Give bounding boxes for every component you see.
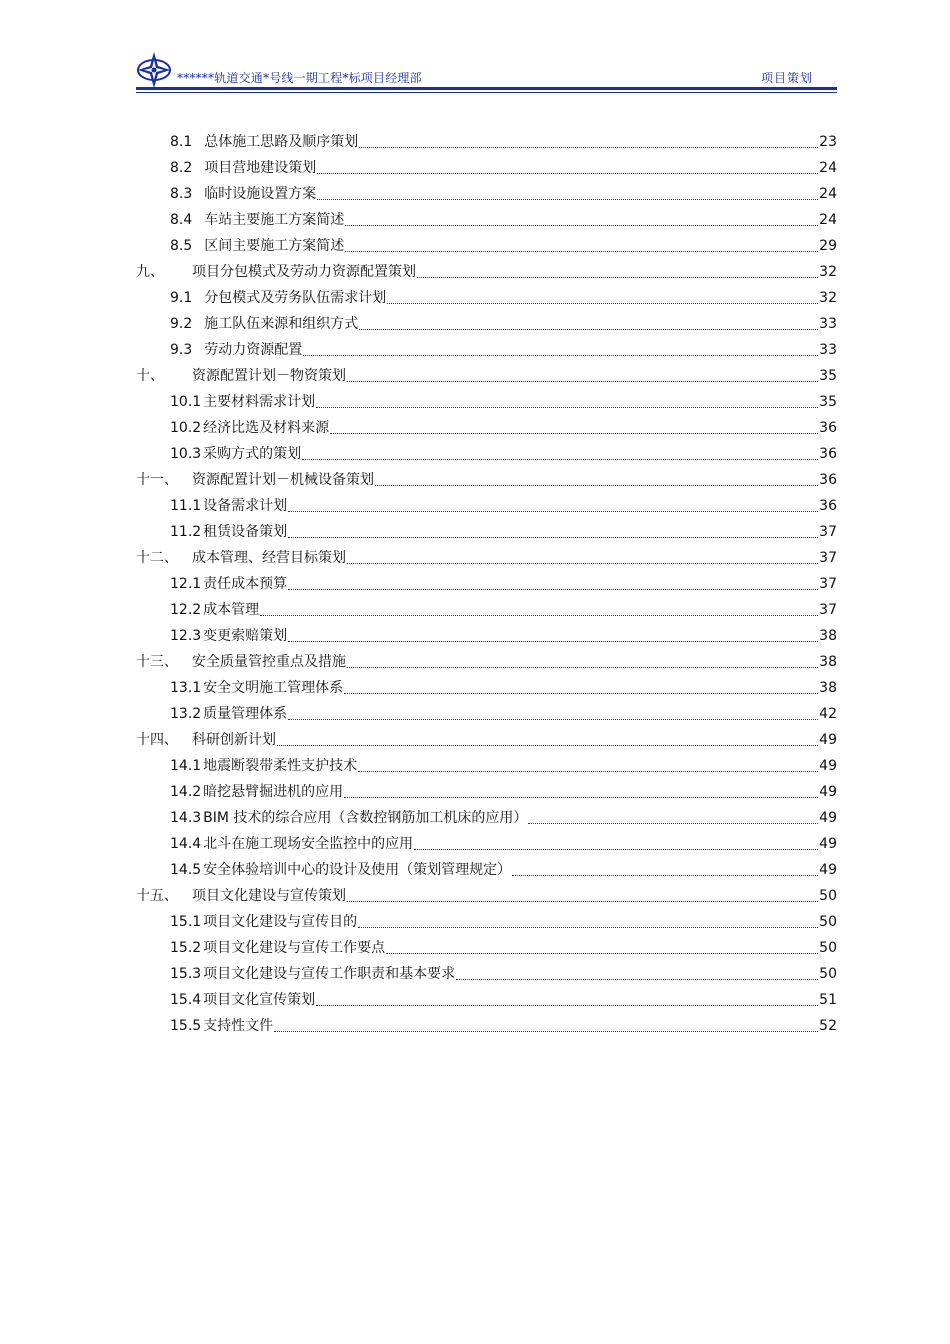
toc-entry-number: 14.3 bbox=[170, 810, 202, 826]
toc-entry-number: 9.2 bbox=[170, 316, 193, 332]
toc-entry-title: 北斗在施工现场安全监控中的应用 bbox=[203, 836, 414, 852]
toc-entry-page: 32 bbox=[819, 264, 837, 280]
toc-entry-number: 8.1 bbox=[170, 134, 193, 150]
toc-dot-leader bbox=[414, 834, 818, 854]
toc-entry-page: 24 bbox=[819, 212, 837, 228]
toc-entry-number: 12.3 bbox=[170, 628, 202, 644]
toc-entry-title: 安全文明施工管理体系 bbox=[203, 680, 344, 696]
toc-entry-title: 项目文化建设与宣传工作职责和基本要求 bbox=[203, 966, 456, 982]
toc-entry[interactable] bbox=[136, 984, 837, 1010]
toc-entry-page: 36 bbox=[819, 472, 837, 488]
toc-entry-page: 42 bbox=[819, 706, 837, 722]
toc-entry-title: 资源配置计划－物资策划 bbox=[192, 368, 346, 384]
toc-entry-page: 51 bbox=[819, 992, 837, 1008]
toc-dot-leader bbox=[344, 782, 818, 802]
toc-entry-title: BIM 技术的综合应用（含数控钢筋加工机床的应用） bbox=[203, 810, 528, 826]
toc-entry[interactable] bbox=[136, 490, 837, 516]
toc-entry-page: 37 bbox=[819, 524, 837, 540]
toc-entry-page: 36 bbox=[819, 446, 837, 462]
toc-entry-number: 8.5 bbox=[170, 238, 193, 254]
toc-entry[interactable] bbox=[136, 776, 837, 802]
toc-entry-title: 项目文化宣传策划 bbox=[203, 992, 316, 1008]
toc-entry[interactable] bbox=[136, 880, 837, 906]
toc-dot-leader bbox=[317, 184, 818, 204]
toc-entry[interactable] bbox=[136, 620, 837, 646]
toc-entry-number: 8.4 bbox=[170, 212, 193, 228]
toc-entry-title: 采购方式的策划 bbox=[203, 446, 302, 462]
toc-entry-page: 49 bbox=[819, 810, 837, 826]
toc-entry-number: 9.1 bbox=[170, 290, 193, 306]
toc-entry-number: 11.1 bbox=[170, 498, 202, 514]
toc-entry-title: 总体施工思路及顺序策划 bbox=[204, 134, 359, 150]
toc-entry-title: 变更索赔策划 bbox=[203, 628, 288, 644]
toc-entry-title: 项目营地建设策划 bbox=[204, 160, 317, 176]
toc-entry-title: 成本管理、经营目标策划 bbox=[192, 550, 346, 566]
toc-entry-number: 11.2 bbox=[170, 524, 202, 540]
toc-entry[interactable] bbox=[136, 698, 837, 724]
toc-entry-page: 49 bbox=[819, 732, 837, 748]
toc-entry-title: 科研创新计划 bbox=[192, 732, 276, 748]
toc-entry-title: 安全体验培训中心的设计及使用（策划管理规定） bbox=[203, 862, 512, 878]
toc-entry-page: 49 bbox=[819, 784, 837, 800]
toc-dot-leader bbox=[387, 288, 818, 308]
toc-entry-number: 8.2 bbox=[170, 160, 193, 176]
toc-entry[interactable] bbox=[136, 178, 837, 204]
toc-entry-title: 劳动力资源配置 bbox=[204, 342, 303, 358]
toc-entry-title: 项目分包模式及劳动力资源配置策划 bbox=[192, 264, 416, 280]
toc-entry-title: 成本管理 bbox=[203, 602, 260, 618]
toc-entry-title: 安全质量管控重点及措施 bbox=[192, 654, 346, 670]
toc-entry-number: 15.4 bbox=[170, 992, 202, 1008]
toc-entry-page: 36 bbox=[819, 420, 837, 436]
toc-entry-number: 十三、 bbox=[136, 654, 178, 670]
toc-entry-number: 九、 bbox=[136, 264, 164, 280]
toc-entry-number: 10.2 bbox=[170, 420, 202, 436]
toc-entry[interactable] bbox=[136, 516, 837, 542]
toc-entry-page: 38 bbox=[819, 628, 837, 644]
toc-entry[interactable] bbox=[136, 438, 837, 464]
toc-entry-number: 13.2 bbox=[170, 706, 202, 722]
toc-entry-title: 项目文化建设与宣传策划 bbox=[192, 888, 346, 904]
star-compass-logo-icon bbox=[136, 50, 172, 90]
toc-entry-page: 38 bbox=[819, 654, 837, 670]
toc-entry[interactable] bbox=[136, 282, 837, 308]
toc-entry-page: 50 bbox=[819, 966, 837, 982]
toc-entry-number: 14.5 bbox=[170, 862, 202, 878]
toc-dot-leader bbox=[345, 210, 818, 230]
toc-dot-leader bbox=[359, 132, 818, 152]
toc-dot-leader bbox=[288, 704, 818, 724]
toc-dot-leader bbox=[330, 418, 818, 438]
toc-entry-number: 15.2 bbox=[170, 940, 202, 956]
toc-entry-number: 12.2 bbox=[170, 602, 202, 618]
toc-dot-leader bbox=[288, 626, 818, 646]
toc-entry[interactable] bbox=[136, 854, 837, 880]
toc-dot-leader bbox=[347, 366, 818, 386]
toc-entry-page: 49 bbox=[819, 836, 837, 852]
toc-entry[interactable] bbox=[136, 386, 837, 412]
toc-entry-number: 十五、 bbox=[136, 888, 178, 904]
toc-entry-page: 49 bbox=[819, 862, 837, 878]
toc-entry-title: 责任成本预算 bbox=[203, 576, 288, 592]
header-doc-type: 项目策划 bbox=[760, 71, 813, 85]
toc-entry-title: 临时设施设置方案 bbox=[204, 186, 317, 202]
toc-dot-leader bbox=[302, 444, 818, 464]
header-project-name: ******轨道交通*号线一期工程*标项目经理部 bbox=[177, 71, 422, 85]
toc-dot-leader bbox=[528, 808, 818, 828]
toc-entry[interactable] bbox=[136, 464, 837, 490]
toc-entry-page: 50 bbox=[819, 888, 837, 904]
toc-entry-page: 38 bbox=[819, 680, 837, 696]
toc-entry[interactable] bbox=[136, 646, 837, 672]
toc-entry-number: 十四、 bbox=[136, 732, 178, 748]
toc-entry-title: 主要材料需求计划 bbox=[203, 394, 316, 410]
toc-entry-number: 14.4 bbox=[170, 836, 202, 852]
toc-entry-number: 12.1 bbox=[170, 576, 202, 592]
toc-dot-leader bbox=[512, 860, 818, 880]
toc-entry-page: 33 bbox=[819, 342, 837, 358]
toc-entry-title: 施工队伍来源和组织方式 bbox=[204, 316, 359, 332]
toc-entry-title: 项目文化建设与宣传目的 bbox=[203, 914, 358, 930]
toc-dot-leader bbox=[288, 574, 818, 594]
toc-entry-page: 33 bbox=[819, 316, 837, 332]
toc-entry-page: 23 bbox=[819, 134, 837, 150]
toc-dot-leader bbox=[274, 1016, 818, 1036]
toc-dot-leader bbox=[317, 158, 818, 178]
toc-entry-title: 地震断裂带柔性支护技术 bbox=[203, 758, 358, 774]
toc-dot-leader bbox=[358, 912, 818, 932]
toc-entry[interactable] bbox=[136, 932, 837, 958]
toc-entry-number: 10.1 bbox=[170, 394, 202, 410]
toc-entry-title: 经济比选及材料来源 bbox=[203, 420, 330, 436]
toc-entry-page: 37 bbox=[819, 576, 837, 592]
toc-entry-page: 24 bbox=[819, 160, 837, 176]
toc-entry-number: 十、 bbox=[136, 368, 164, 384]
toc-dot-leader bbox=[347, 652, 818, 672]
toc-entry[interactable] bbox=[136, 126, 837, 152]
toc-entry[interactable] bbox=[136, 360, 837, 386]
toc-entry[interactable] bbox=[136, 256, 837, 282]
toc-entry-title: 资源配置计划－机械设备策划 bbox=[192, 472, 374, 488]
toc-entry-page: 50 bbox=[819, 914, 837, 930]
toc-entry-page: 49 bbox=[819, 758, 837, 774]
toc-entry-number: 15.3 bbox=[170, 966, 202, 982]
toc-entry[interactable] bbox=[136, 802, 837, 828]
toc-entry[interactable] bbox=[136, 568, 837, 594]
toc-entry-page: 37 bbox=[819, 602, 837, 618]
toc-entry-title: 设备需求计划 bbox=[203, 498, 288, 514]
toc-entry[interactable] bbox=[136, 204, 837, 230]
toc-entry-number: 9.3 bbox=[170, 342, 193, 358]
toc-entry[interactable] bbox=[136, 594, 837, 620]
toc-entry[interactable] bbox=[136, 1010, 837, 1036]
toc-entry-number: 15.1 bbox=[170, 914, 202, 930]
toc-entry[interactable] bbox=[136, 308, 837, 334]
toc-entry[interactable] bbox=[136, 750, 837, 776]
toc-entry-title: 车站主要施工方案简述 bbox=[204, 212, 345, 228]
toc-dot-leader bbox=[288, 496, 818, 516]
table-of-contents bbox=[136, 126, 837, 1036]
header-rule-thin bbox=[136, 92, 837, 93]
toc-entry-title: 质量管理体系 bbox=[203, 706, 288, 722]
toc-dot-leader bbox=[303, 340, 818, 360]
toc-entry-title: 暗挖悬臂掘进机的应用 bbox=[203, 784, 344, 800]
toc-entry-page: 35 bbox=[819, 394, 837, 410]
toc-entry-page: 37 bbox=[819, 550, 837, 566]
header-rule-thick bbox=[136, 87, 837, 90]
toc-entry[interactable] bbox=[136, 412, 837, 438]
toc-dot-leader bbox=[347, 886, 818, 906]
toc-entry[interactable] bbox=[136, 152, 837, 178]
toc-dot-leader bbox=[345, 236, 818, 256]
toc-entry-title: 分包模式及劳务队伍需求计划 bbox=[204, 290, 387, 306]
toc-dot-leader bbox=[456, 964, 818, 984]
toc-entry-title: 租赁设备策划 bbox=[203, 524, 288, 540]
toc-dot-leader bbox=[375, 470, 818, 490]
toc-entry[interactable] bbox=[136, 724, 837, 750]
toc-dot-leader bbox=[358, 756, 818, 776]
toc-entry[interactable] bbox=[136, 672, 837, 698]
toc-entry-page: 32 bbox=[819, 290, 837, 306]
toc-dot-leader bbox=[417, 262, 818, 282]
toc-entry-title: 项目文化建设与宣传工作要点 bbox=[203, 940, 386, 956]
toc-entry-number: 10.3 bbox=[170, 446, 202, 462]
toc-entry[interactable] bbox=[136, 542, 837, 568]
toc-dot-leader bbox=[344, 678, 818, 698]
toc-dot-leader bbox=[386, 938, 818, 958]
toc-entry[interactable] bbox=[136, 958, 837, 984]
toc-entry-number: 13.1 bbox=[170, 680, 202, 696]
toc-dot-leader bbox=[277, 730, 818, 750]
toc-entry[interactable] bbox=[136, 230, 837, 256]
toc-entry-page: 24 bbox=[819, 186, 837, 202]
toc-entry-number: 14.1 bbox=[170, 758, 202, 774]
toc-entry-title: 区间主要施工方案简述 bbox=[204, 238, 345, 254]
toc-dot-leader bbox=[316, 392, 818, 412]
toc-entry-page: 35 bbox=[819, 368, 837, 384]
toc-entry-number: 十一、 bbox=[136, 472, 178, 488]
toc-dot-leader bbox=[260, 600, 818, 620]
toc-entry-page: 29 bbox=[819, 238, 837, 254]
toc-dot-leader bbox=[288, 522, 818, 542]
toc-entry[interactable] bbox=[136, 828, 837, 854]
toc-dot-leader bbox=[359, 314, 818, 334]
toc-entry-number: 14.2 bbox=[170, 784, 202, 800]
toc-entry-page: 36 bbox=[819, 498, 837, 514]
toc-entry-page: 50 bbox=[819, 940, 837, 956]
toc-entry-page: 52 bbox=[819, 1018, 837, 1034]
toc-entry-number: 8.3 bbox=[170, 186, 193, 202]
toc-entry[interactable] bbox=[136, 906, 837, 932]
page-header bbox=[136, 50, 837, 92]
toc-entry[interactable] bbox=[136, 334, 837, 360]
toc-entry-number: 十二、 bbox=[136, 550, 178, 566]
toc-entry-number: 15.5 bbox=[170, 1018, 202, 1034]
toc-entry-title: 支持性文件 bbox=[203, 1018, 274, 1034]
toc-dot-leader bbox=[316, 990, 818, 1010]
toc-dot-leader bbox=[347, 548, 818, 568]
